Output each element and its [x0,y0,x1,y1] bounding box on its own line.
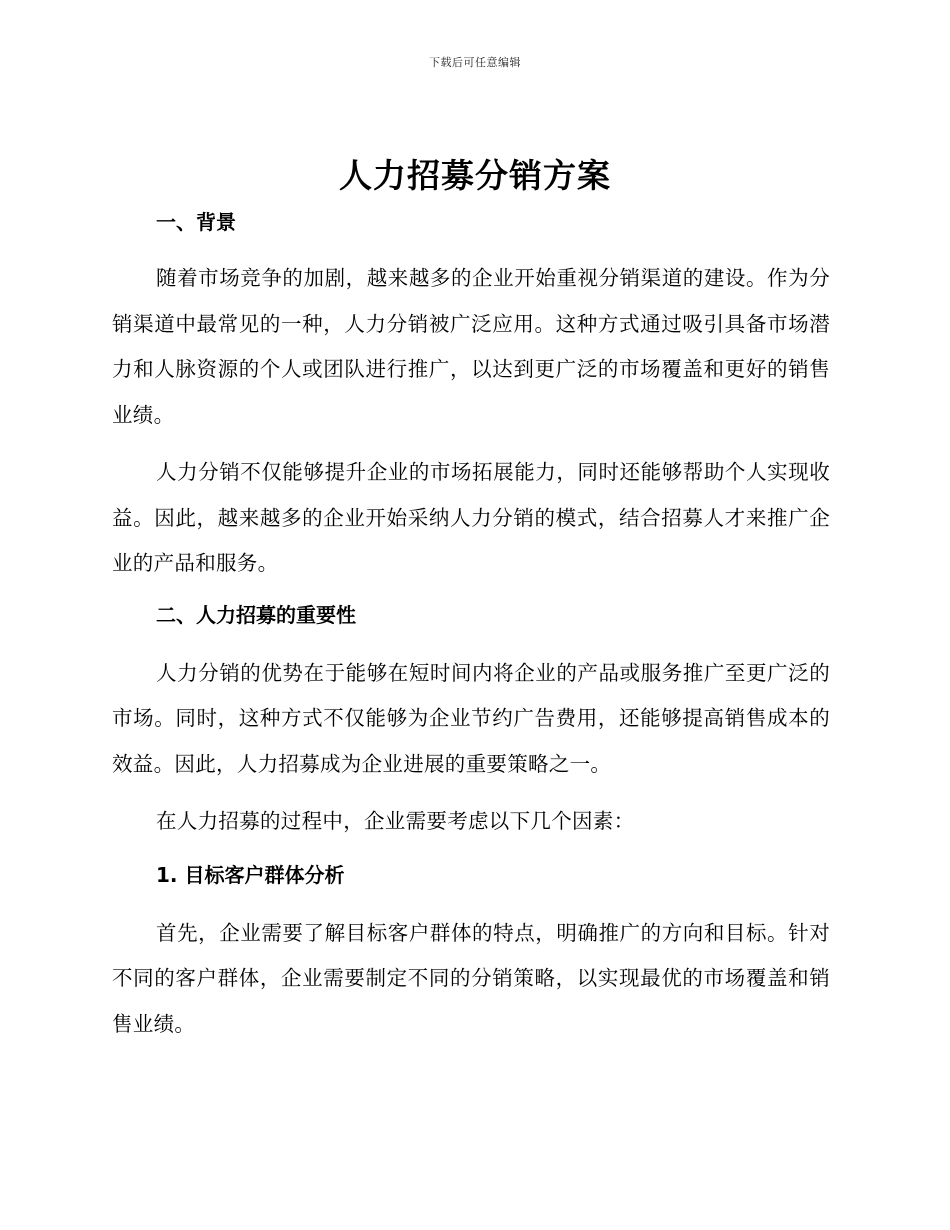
paragraph-importance-1: 人力分销的优势在于能够在短时间内将企业的产品或服务推广至更广泛的市场。同时，这种方式不仅能够为企业节约广告费用，还能够提高销售成本的效益。因此，人力招募成为企业进展的重要策略之一。 [112,660,830,776]
document-body [112,206,830,1047]
paragraph-importance-2: 在人力招募的过程中，企业需要考虑以下几个因素： [156,809,635,833]
header-note: 下载后可任意编辑 [429,56,521,69]
document-title: 人力招募分销方案 [339,156,611,195]
section-heading-background: 一、背景 [156,210,236,234]
section-heading-importance: 二、人力招募的重要性 [156,602,356,627]
paragraph-target-customers-1: 首先，企业需要了解目标客户群体的特点，明确推广的方向和目标。针对不同的客户群体，企业需要制定不同的分销策略，以实现最优的市场覆盖和销售业绩。 [112,920,830,1036]
paragraph-background-1: 随着市场竞争的加剧，越来越多的企业开始重视分销渠道的建设。作为分销渠道中最常见的一种，人力分销被广泛应用。这种方式通过吸引具备市场潜力和人脉资源的个人或团队进行推广，以达到更广泛的市场覆盖和更好的销售业绩。 [112,266,830,427]
subsection-heading-target-customers: 1. 目标客户群体分析 [156,862,345,887]
paragraph-background-2: 人力分销不仅能够提升企业的市场拓展能力，同时还能够帮助个人实现收益。因此，越来越多的企业开始采纳人力分销的模式，结合招募人才来推广企业的产品和服务。 [112,460,830,575]
